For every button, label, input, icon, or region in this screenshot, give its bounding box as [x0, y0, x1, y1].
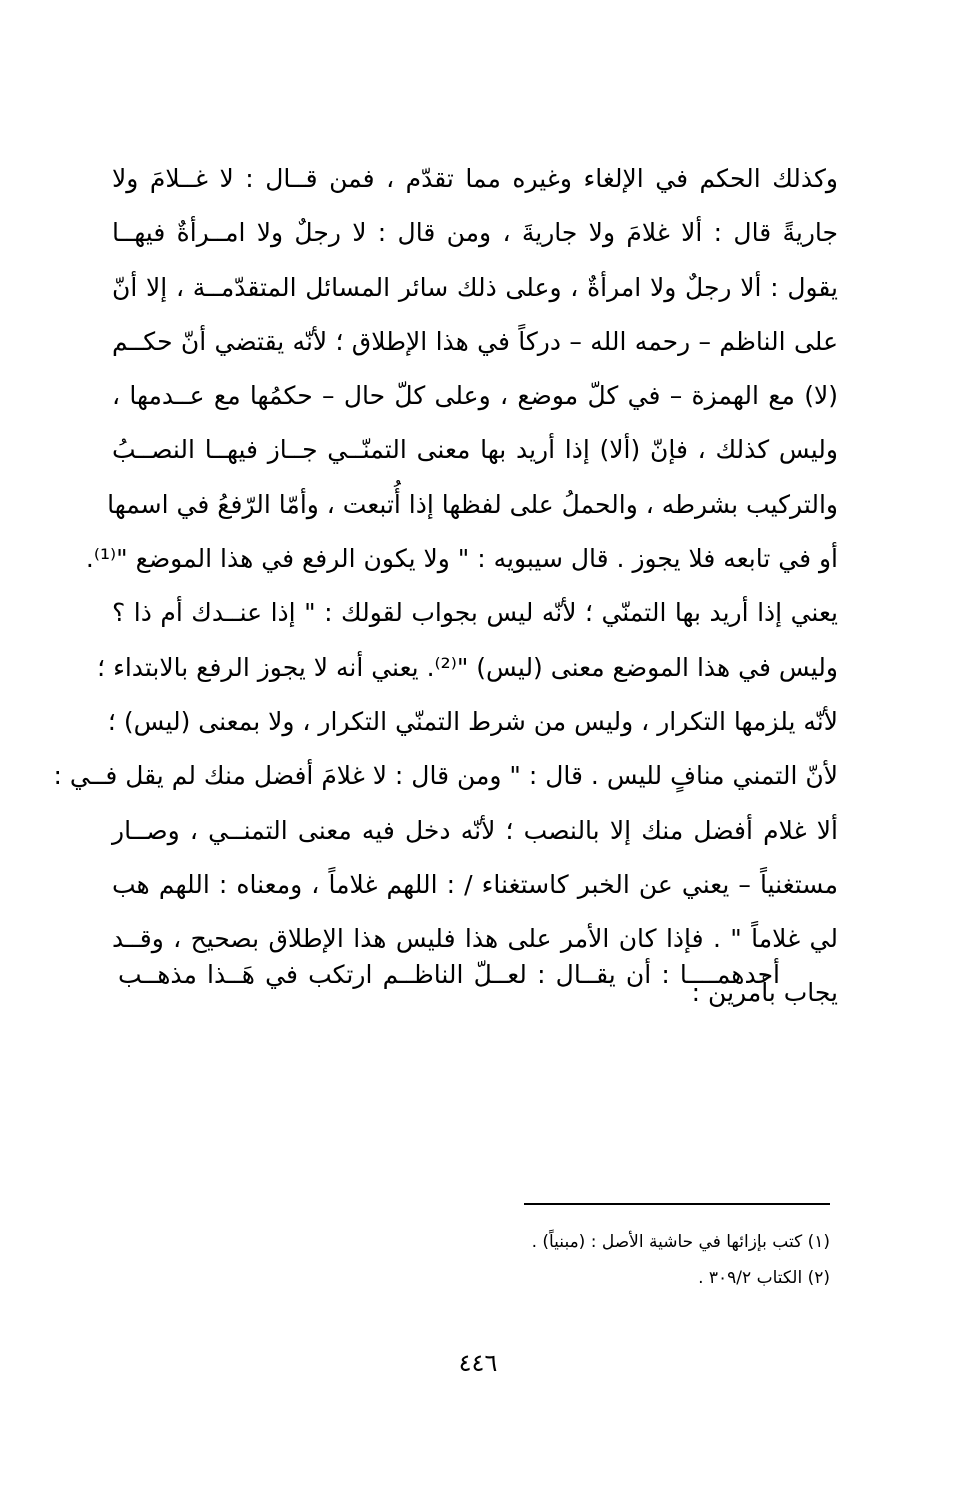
- text-line-3: يقول : ألا رجلٌ ولا امرأةٌ ، وعلى ذلك سائر المسائل المتقدّمــة ، إلا أنّ: [112, 272, 838, 302]
- text-line-1: وكذلك الحكم في الإلغاء وغيره مما تقدّم ، فمن قــال : لا غــلامَ ولا: [112, 164, 838, 193]
- page-number: ٤٤٦: [458, 1349, 498, 1377]
- text-line-14: مستغنياً – يعني عن الخبر كاستغناء / : اللهم غلاماً ، ومعناه : اللهم هب: [112, 869, 838, 899]
- text-line-12: لأنّ التمني منافٍ لليس . قال : " ومن قال : لا غلامَ أفضل منك لم يقل فــي :: [53, 761, 838, 791]
- text-line-13: ألا غلام أفضل منك إلا بالنصب ؛ لأنّه دخل فيه معنى التمنــي ، وصــار: [112, 815, 838, 845]
- text-line-4: على الناظم – رحمه الله – دركاً في هذا الإطلاق ؛ لأنّه يقتضي أنّ حكــم: [112, 326, 838, 356]
- text-line-2: جاريةً قال : ألا غلامَ ولا جاريةَ ، ومن قال : لا رجلٌ ولا امــرأةٌ فيهــا: [112, 218, 838, 248]
- text-line-15: لي غلاماً " . فإذا كان الأمر على هذا فليس هذا الإطلاق بصحيح ، وقــد: [112, 924, 838, 954]
- text-line-6: وليس كذلك ، فإنّ (ألا) إذا أريد بها معنى التمنّــي جــاز فيهــا النصــبُ: [112, 435, 838, 465]
- footnote-divider: [524, 1203, 830, 1205]
- text-line-8: أو في تابعه فلا يجوز . قال سيبويه : " ولا يكون الرفع في هذا الموضع "⁽¹⁾.: [85, 544, 838, 574]
- footnote-1: (١) كتب بإزائها في حاشية الأصل : (مبنياً) .: [531, 1232, 830, 1252]
- footnote-2: (٢) الكتاب ٣٠٩/٢ .: [698, 1268, 830, 1288]
- paragraph-start-line: أحدهمــــا : أن يقــال : لعــلّ الناظــم ارتكب في هَــذا مذهــب: [118, 960, 780, 989]
- text-line-9: يعني إذا أريد بها التمنّي ؛ لأنّه ليس بجواب لقولك : " إذا عنــدك أم ذا ؟: [112, 598, 838, 628]
- text-line-16: يجاب بأمرين :: [691, 978, 838, 1008]
- text-line-11: لأنّه يلزمها التكرار ، وليس من شرط التمنّي التكرار ، ولا بمعنى (ليس) ؛: [107, 706, 838, 736]
- main-text-block: [53, 152, 838, 1021]
- footnotes: [230, 1224, 830, 1296]
- text-line-7: والتركيب بشرطه ، والحملُ على لفظها إذا أُتبعت ، وأمّا الرّفعُ في اسمها: [107, 489, 838, 519]
- text-line-10: وليس في هذا الموضع معنى (ليس) "⁽²⁾. يعني أنه لا يجوز الرفع بالابتداء ؛: [97, 652, 838, 682]
- text-line-5: (لا) مع الهمزة – في كلّ موضع ، وعلى كلّ حال – حكمُها مع عــدمها ،: [112, 381, 838, 411]
